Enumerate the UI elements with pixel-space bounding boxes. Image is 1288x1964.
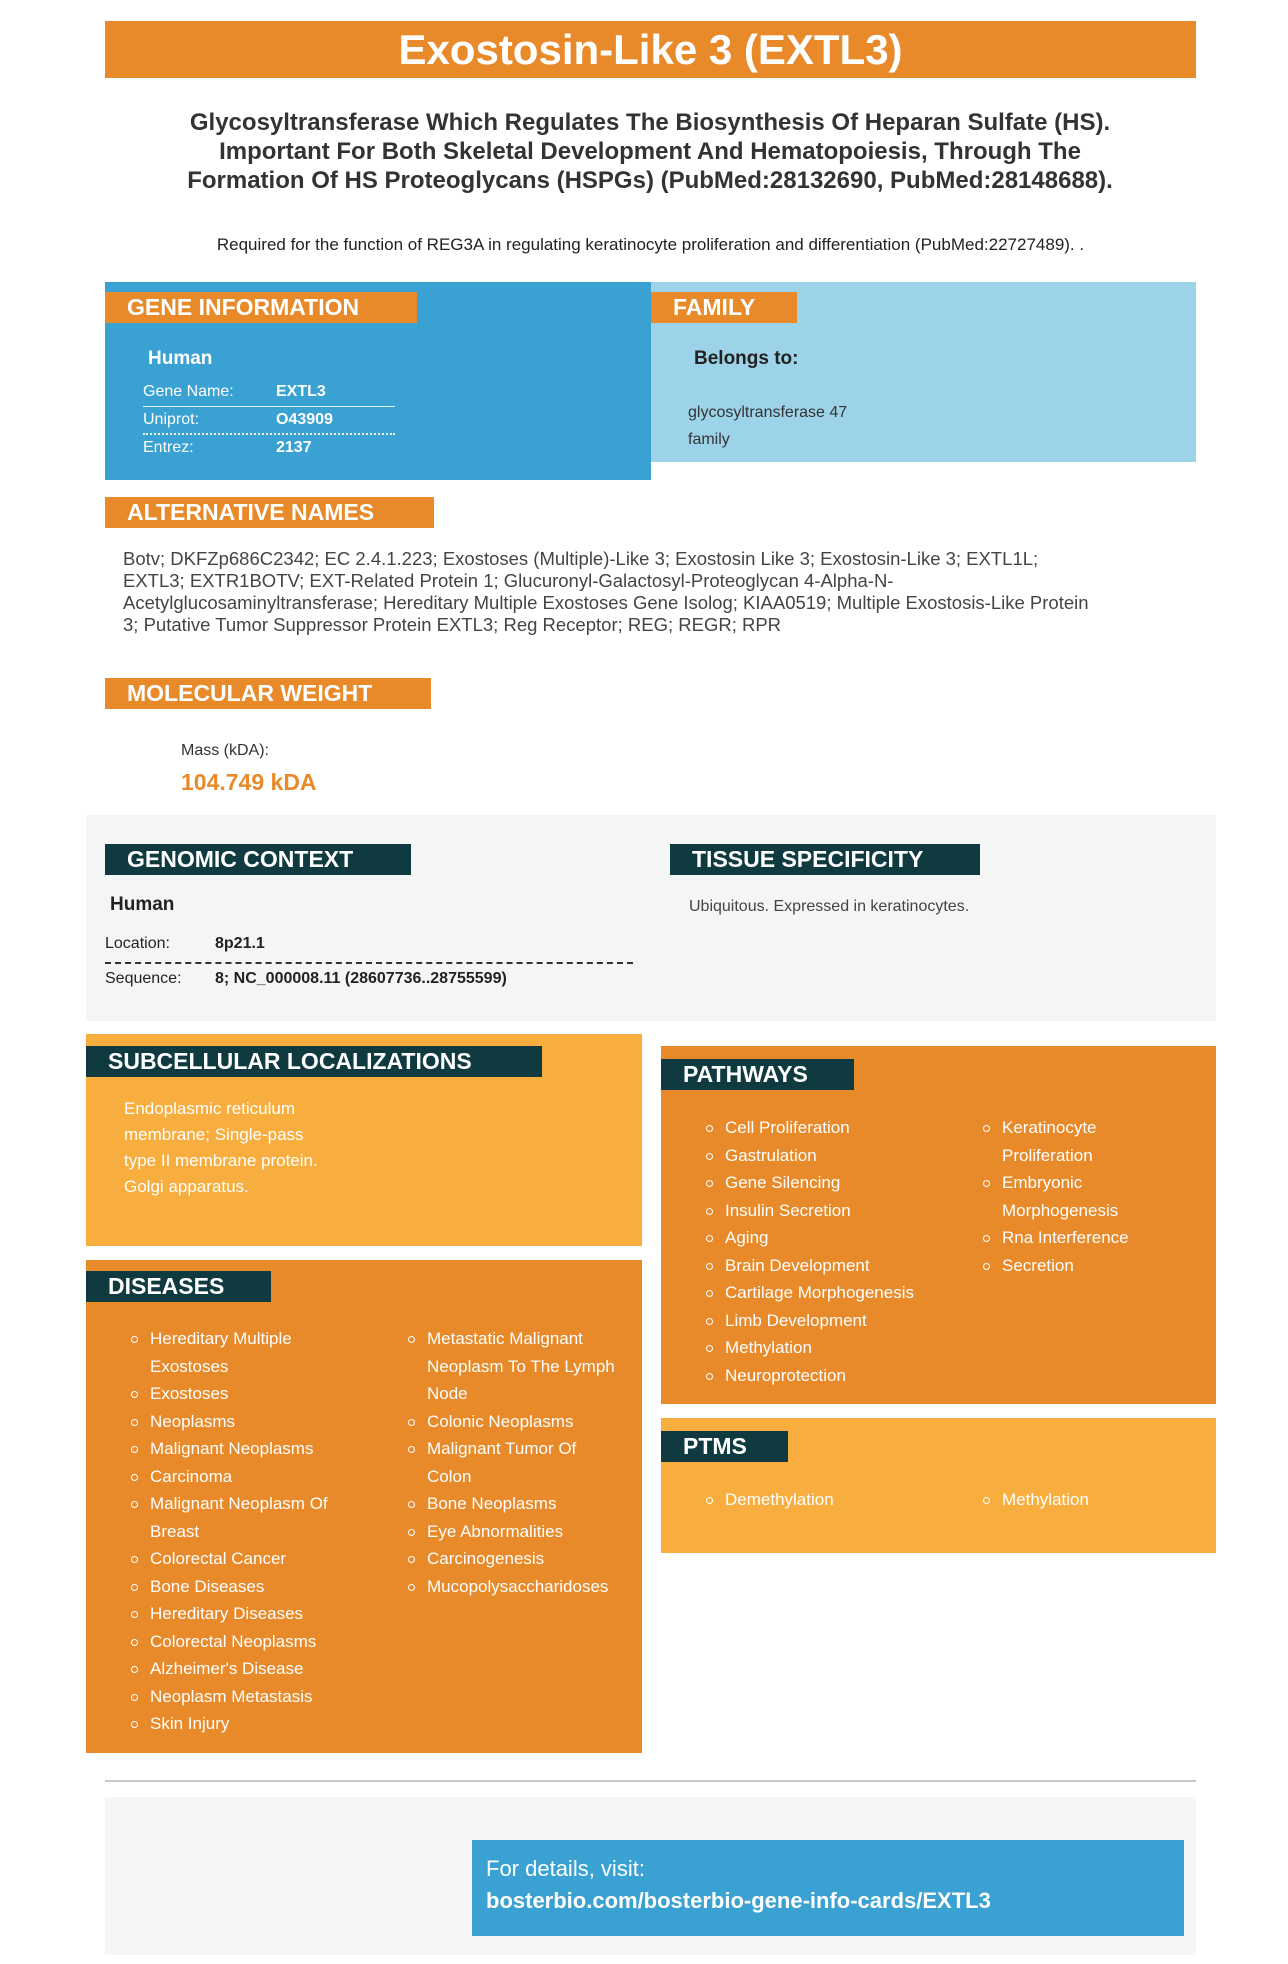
list-item-line: Bone Neoplasms bbox=[427, 1494, 557, 1513]
list-item-line: Brain Development bbox=[725, 1255, 870, 1275]
list-item bbox=[130, 1628, 370, 1656]
list-item-line: Node bbox=[427, 1384, 468, 1403]
list-item bbox=[130, 1683, 370, 1711]
footer-label: For details, visit: bbox=[486, 1856, 645, 1881]
list-item-line: Cell Proliferation bbox=[725, 1118, 850, 1137]
list-item-line: Methylation bbox=[1002, 1490, 1089, 1509]
ptms-list-col1 bbox=[705, 1486, 935, 1514]
pathways-col1-wrap bbox=[705, 1114, 935, 1389]
list-item bbox=[982, 1114, 1192, 1169]
list-item-line: Carcinogenesis bbox=[427, 1549, 545, 1568]
gene-name-label: Gene Name: bbox=[143, 383, 234, 400]
sequence-value: 8; NC_000008.11 (28607736..28755599) bbox=[215, 970, 507, 987]
diseases-panel bbox=[86, 1260, 642, 1753]
list-item-line: Carcinoma bbox=[150, 1466, 233, 1486]
subcellular-localizations-header: SUBCELLULAR LOCALIZATIONS bbox=[86, 1046, 542, 1077]
list-item bbox=[407, 1490, 637, 1518]
list-item-line: Colon bbox=[427, 1466, 472, 1486]
location-value: 8p21.1 bbox=[215, 935, 265, 952]
mass-label: Mass (kDA): bbox=[181, 742, 269, 759]
list-item-line: Colonic Neoplasms bbox=[427, 1411, 574, 1431]
list-item-line: Alzheimer's Disease bbox=[150, 1659, 304, 1678]
gene-description: Required for the function of REG3A in regulating keratinocyte proliferation and differentiation (PubMed:22727489). . bbox=[216, 235, 1085, 254]
list-item-line: Neuroprotection bbox=[725, 1365, 846, 1385]
list-item bbox=[705, 1169, 935, 1197]
localization-line: Golgi apparatus. bbox=[124, 1177, 249, 1196]
pathways-panel bbox=[661, 1046, 1216, 1404]
list-item bbox=[705, 1279, 935, 1307]
belongs-to-label: Belongs to: bbox=[694, 348, 799, 369]
list-item bbox=[407, 1435, 637, 1490]
family-line: family bbox=[688, 431, 730, 448]
list-item bbox=[705, 1486, 935, 1514]
list-item bbox=[705, 1362, 935, 1390]
list-item-line: Rna Interference bbox=[1002, 1228, 1129, 1247]
list-item-line: Hereditary Multiple bbox=[150, 1329, 292, 1348]
ptms-panel bbox=[661, 1418, 1216, 1553]
family-line: glycosyltransferase 47 bbox=[688, 404, 848, 421]
list-item-line: Keratinocyte bbox=[1002, 1118, 1097, 1137]
subcellular-localizations-panel bbox=[86, 1034, 642, 1246]
ptms-header: PTMS bbox=[661, 1431, 788, 1462]
list-item bbox=[705, 1252, 935, 1280]
list-item bbox=[705, 1334, 935, 1362]
footer-details-box bbox=[472, 1840, 1184, 1936]
list-item bbox=[982, 1169, 1192, 1224]
list-item-line: Gene Silencing bbox=[725, 1173, 841, 1192]
list-item bbox=[705, 1114, 935, 1142]
list-item bbox=[130, 1380, 370, 1408]
list-item-line: Methylation bbox=[725, 1338, 812, 1357]
subcellular-localizations-text bbox=[124, 1096, 318, 1200]
pathways-col2-wrap bbox=[982, 1114, 1192, 1279]
list-item-line: Mucopolysaccharidoses bbox=[427, 1576, 609, 1596]
list-item bbox=[130, 1655, 370, 1683]
list-item-line: Breast bbox=[150, 1521, 200, 1541]
gene-information-panel bbox=[105, 282, 651, 480]
page-title: Exostosin-Like 3 (EXTL3) bbox=[105, 21, 1196, 78]
uniprot-value: O43909 bbox=[276, 411, 333, 428]
list-item bbox=[705, 1307, 935, 1335]
genomic-context-header: GENOMIC CONTEXT bbox=[105, 844, 411, 875]
list-item-line: Aging bbox=[725, 1228, 769, 1247]
gene-information-header: GENE INFORMATION bbox=[105, 292, 417, 323]
list-item-line: Colorectal Cancer bbox=[150, 1549, 287, 1568]
list-item bbox=[982, 1486, 1192, 1514]
tissue-specificity-text: Ubiquitous. Expressed in keratinocytes. bbox=[689, 898, 970, 915]
list-item-line: Malignant Tumor Of bbox=[427, 1439, 577, 1458]
family-name bbox=[688, 399, 847, 453]
list-item-line: Malignant Neoplasms bbox=[150, 1439, 314, 1458]
list-item bbox=[407, 1408, 637, 1436]
list-item-line: Neoplasm To The Lymph bbox=[427, 1356, 615, 1376]
location-label: Location: bbox=[105, 935, 170, 952]
pathways-list-col1 bbox=[705, 1114, 935, 1389]
alt-names-line: EXTL3; EXTR1BOTV; EXT-Related Protein 1; Glucuronyl-Galactosyl-Proteoglycan 4-Alpha-N- bbox=[123, 570, 894, 591]
list-item bbox=[130, 1408, 370, 1436]
list-item bbox=[130, 1545, 370, 1573]
list-item bbox=[407, 1518, 637, 1546]
list-item bbox=[705, 1197, 935, 1225]
alt-names-line: 3; Putative Tumor Suppressor Protein EXTL3; Reg Receptor; REG; REGR; RPR bbox=[123, 614, 782, 635]
list-item bbox=[407, 1325, 637, 1408]
alternative-names-text bbox=[123, 548, 1183, 636]
family-panel bbox=[651, 282, 1196, 462]
pathways-header: PATHWAYS bbox=[661, 1059, 854, 1090]
list-item-line: Embryonic bbox=[1002, 1173, 1083, 1192]
diseases-list-col1 bbox=[130, 1325, 370, 1738]
tissue-specificity-header: TISSUE SPECIFICITY bbox=[670, 844, 980, 875]
gene-species: Human bbox=[148, 348, 213, 369]
list-item bbox=[130, 1325, 370, 1380]
list-item-line: Secretion bbox=[1002, 1255, 1074, 1275]
family-header: FAMILY bbox=[651, 292, 797, 323]
footer-divider bbox=[105, 1780, 1196, 1782]
list-item bbox=[982, 1252, 1192, 1280]
genomic-species: Human bbox=[110, 894, 175, 915]
list-item-line: Exostoses bbox=[150, 1356, 229, 1376]
list-item-line: Exostoses bbox=[150, 1384, 229, 1403]
summary-line: Important For Both Skeletal Development And Hematopoiesis, Through The bbox=[219, 138, 1081, 165]
alternative-names-header: ALTERNATIVE NAMES bbox=[105, 497, 434, 528]
list-item bbox=[130, 1573, 370, 1601]
molecular-weight-header: MOLECULAR WEIGHT bbox=[105, 678, 431, 709]
list-item-line: Malignant Neoplasm Of bbox=[150, 1494, 328, 1513]
list-item bbox=[130, 1600, 370, 1628]
list-item-line: Metastatic Malignant bbox=[427, 1329, 583, 1348]
list-item-line: Skin Injury bbox=[150, 1714, 230, 1733]
alt-names-line: Acetylglucosaminyltransferase; Hereditary Multiple Exostoses Gene Isolog; KIAA0519; Multiple Exostosis-Like Protein bbox=[123, 592, 1089, 613]
list-item bbox=[407, 1545, 637, 1573]
summary-line: Glycosyltransferase Which Regulates The Biosynthesis Of Heparan Sulfate (HS). bbox=[189, 109, 1111, 136]
list-item bbox=[130, 1435, 370, 1463]
list-item-line: Limb Development bbox=[725, 1310, 867, 1330]
uniprot-label: Uniprot: bbox=[143, 411, 200, 428]
mass-value: 104.749 kDA bbox=[181, 769, 317, 795]
row-divider bbox=[105, 962, 633, 964]
list-item-line: Morphogenesis bbox=[1002, 1200, 1119, 1220]
list-item-line: Eye Abnormalities bbox=[427, 1521, 564, 1541]
list-item bbox=[130, 1490, 370, 1545]
gene-name-value: EXTL3 bbox=[276, 383, 326, 400]
list-item-line: Insulin Secretion bbox=[725, 1200, 851, 1220]
row-divider bbox=[143, 406, 395, 407]
ptms-list-col2 bbox=[982, 1486, 1192, 1514]
summary-line: Formation Of HS Proteoglycans (HSPGs) (PubMed:28132690, PubMed:28148688). bbox=[187, 167, 1113, 194]
pathways-list-col2 bbox=[982, 1114, 1192, 1279]
alt-names-line: Botv; DKFZp686C2342; EC 2.4.1.223; Exostoses (Multiple)-Like 3; Exostosin Like 3; Exostosin-Like 3; EXTL1L; bbox=[123, 548, 1039, 569]
list-item-line: Hereditary Diseases bbox=[150, 1604, 304, 1623]
list-item-line: Cartilage Morphogenesis bbox=[725, 1283, 914, 1302]
list-item-line: Colorectal Neoplasms bbox=[150, 1631, 317, 1651]
list-item bbox=[982, 1224, 1192, 1252]
list-item-line: Gastrulation bbox=[725, 1145, 817, 1165]
list-item-line: Proliferation bbox=[1002, 1145, 1093, 1165]
list-item-line: Bone Diseases bbox=[150, 1576, 265, 1596]
list-item-line: Demethylation bbox=[725, 1490, 834, 1509]
entrez-value: 2137 bbox=[276, 439, 312, 456]
gene-function-summary bbox=[120, 108, 1180, 195]
list-item bbox=[130, 1710, 370, 1738]
entrez-label: Entrez: bbox=[143, 439, 194, 456]
list-item bbox=[705, 1142, 935, 1170]
localization-line: membrane; Single-pass bbox=[124, 1125, 304, 1144]
list-item bbox=[407, 1573, 637, 1601]
sequence-label: Sequence: bbox=[105, 970, 182, 987]
list-item-line: Neoplasm Metastasis bbox=[150, 1686, 313, 1706]
list-item-line: Neoplasms bbox=[150, 1411, 236, 1431]
footer-link[interactable]: bosterbio.com/bosterbio-gene-info-cards/EXTL3 bbox=[486, 1888, 991, 1913]
list-item bbox=[705, 1224, 935, 1252]
row-divider bbox=[143, 433, 395, 435]
list-item bbox=[130, 1463, 370, 1491]
diseases-list-col2 bbox=[407, 1325, 637, 1600]
localization-line: Endoplasmic reticulum bbox=[124, 1099, 296, 1118]
localization-line: type II membrane protein. bbox=[124, 1151, 318, 1170]
diseases-header: DISEASES bbox=[86, 1271, 271, 1302]
